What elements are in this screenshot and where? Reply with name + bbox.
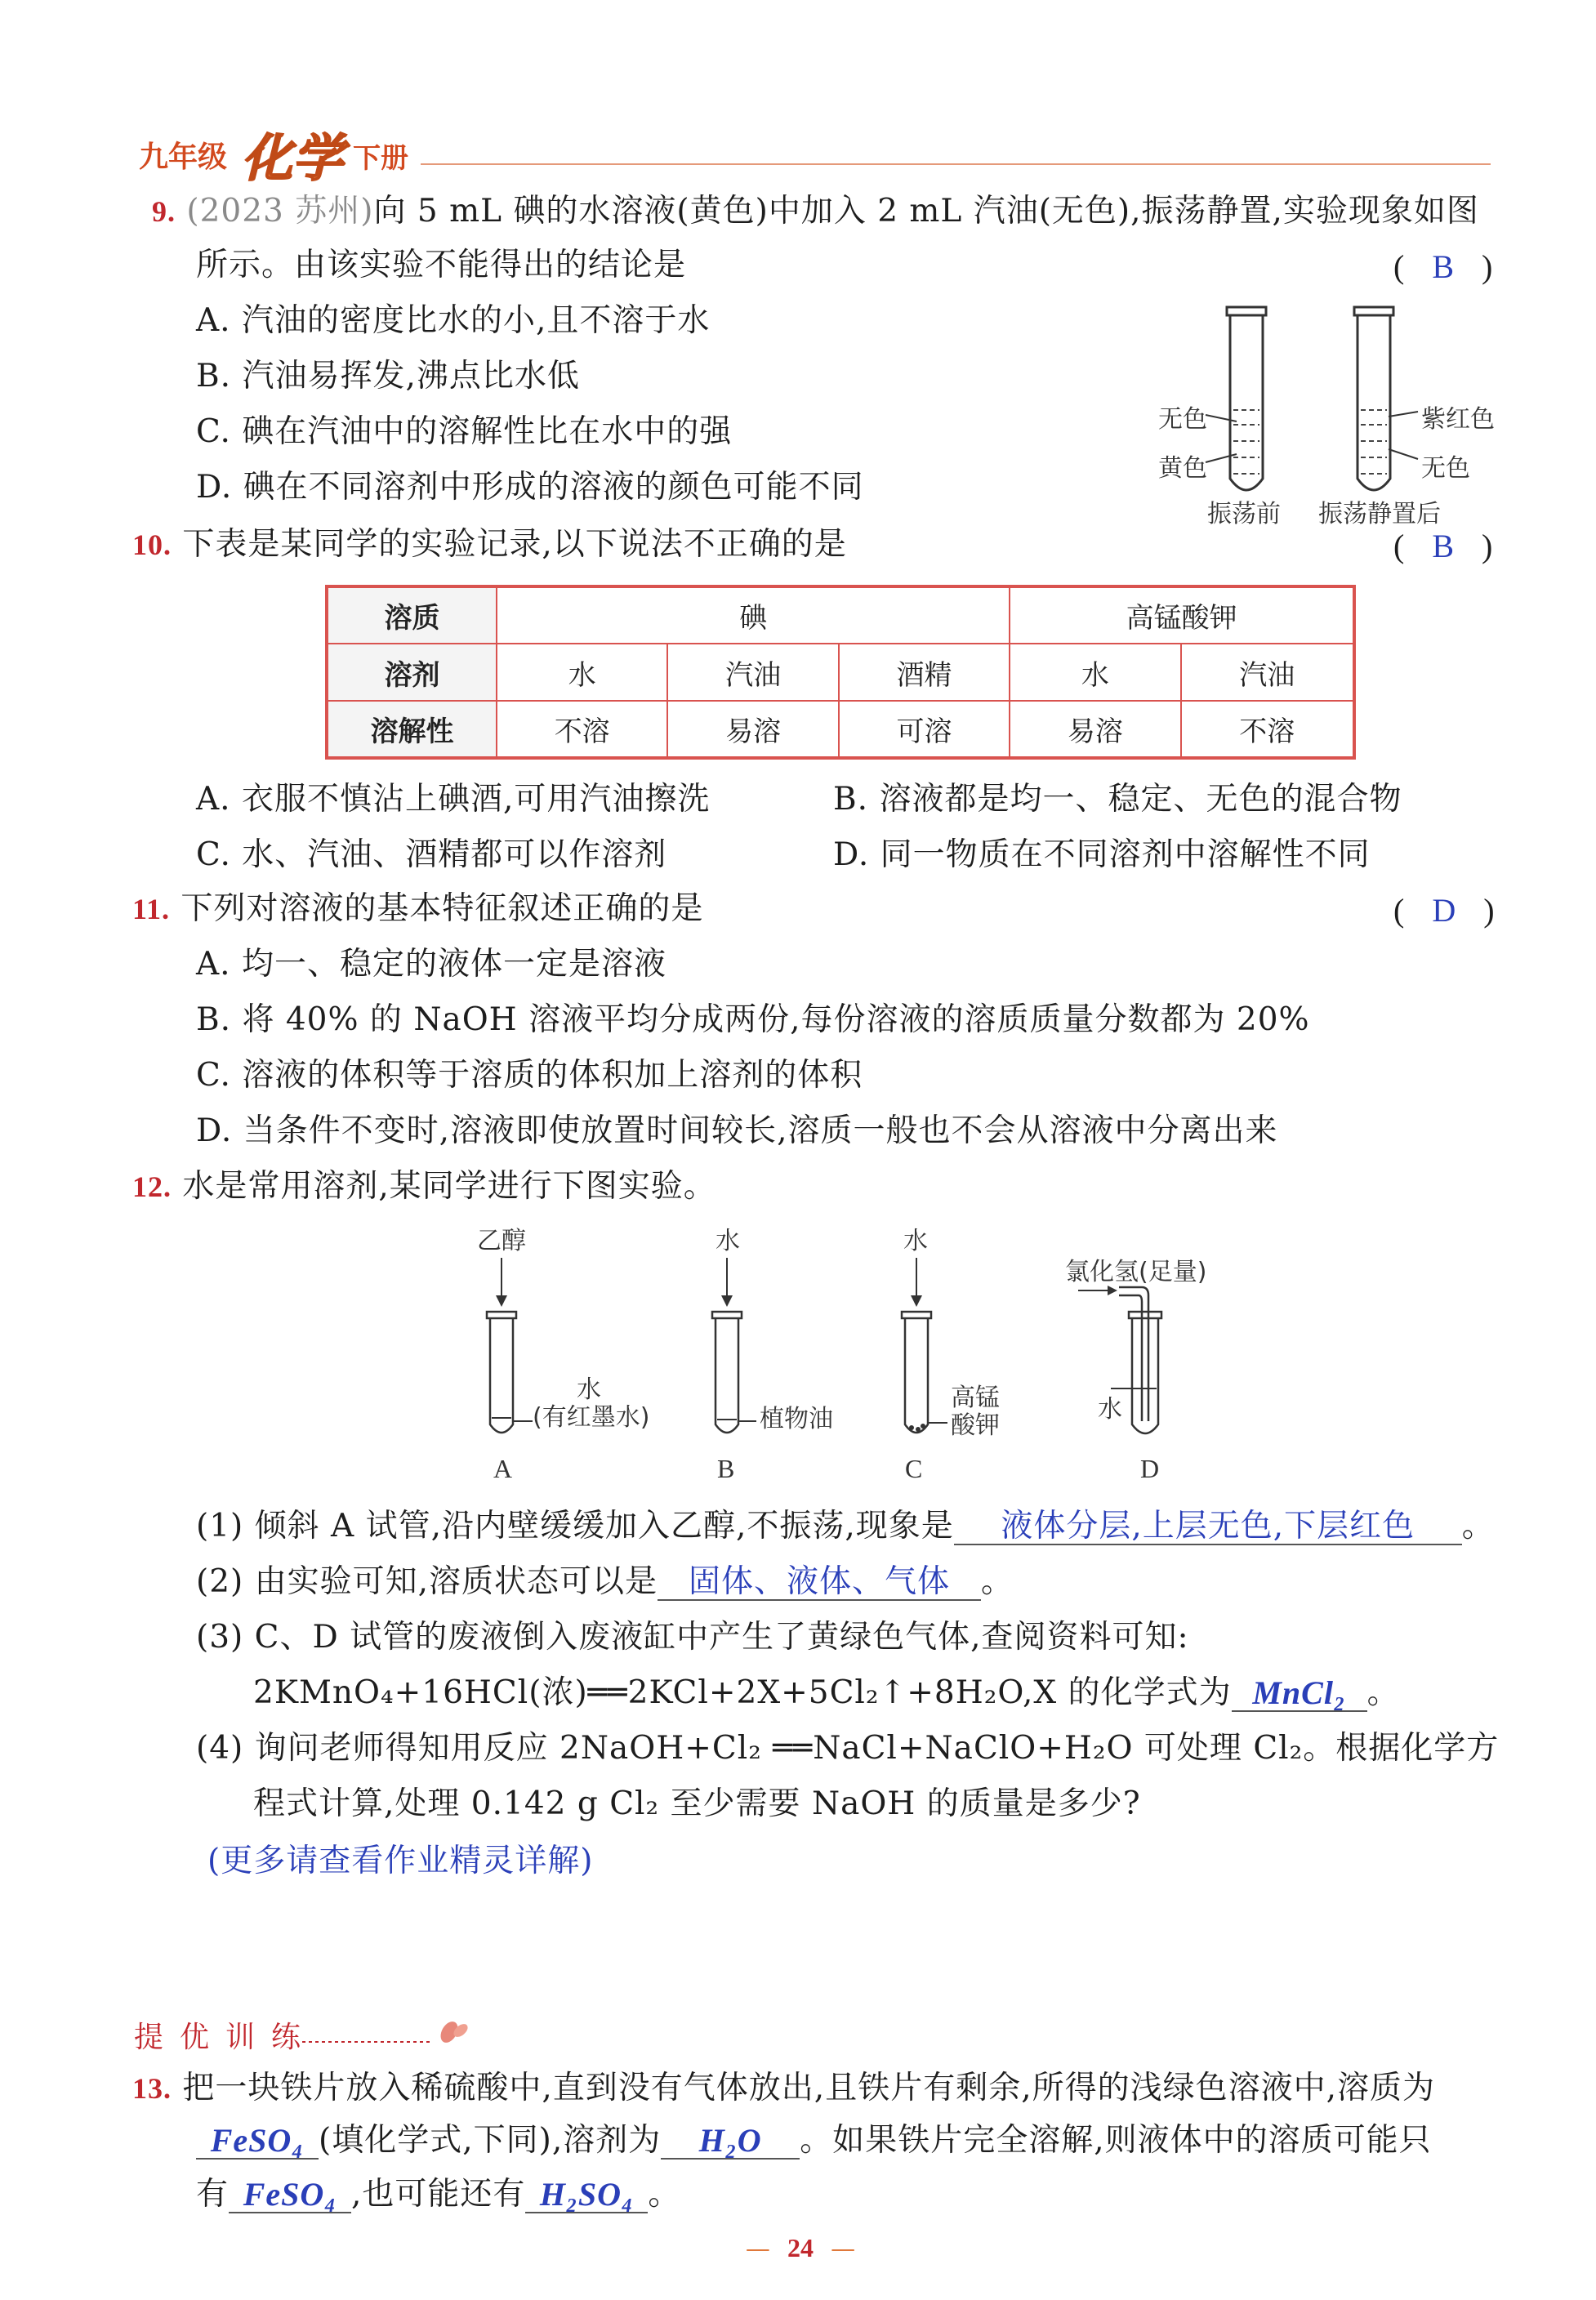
q13-blank3 — [229, 2176, 351, 2213]
page-number: 24 — [787, 2233, 814, 2262]
q12-c-top-label: 水 — [903, 1227, 928, 1255]
q9-source: (2023 苏州) — [186, 193, 374, 230]
q13-mid3: ,也可能还有 — [351, 2176, 526, 2213]
q13-answer3: FeSO₄ — [243, 2176, 337, 2213]
q11-stem — [132, 890, 703, 928]
q11-option-c: C. 溶液的体积等于溶质的体积加上溶剂的体积 — [196, 1057, 863, 1094]
q12-part1-end: 。 — [1461, 1508, 1495, 1544]
page-footer — [735, 2233, 866, 2263]
table-cell: 易溶 — [667, 701, 838, 758]
table-cell: 可溶 — [839, 701, 1010, 758]
q13-answer4: H₂SO₄ — [539, 2176, 634, 2213]
q12-hint: (更多请查看作业精灵详解) — [207, 1843, 594, 1879]
q9-option-a: A. 汽油的密度比水的小,且不溶于水 — [196, 302, 711, 339]
q9-fig-label-colorless: 无色 — [1158, 405, 1207, 434]
q10-option-d: D. 同一物质在不同溶剂中溶解性不同 — [833, 836, 1371, 873]
q12-part3: (3) C、D 试管的废液倒入废液缸中产生了黄绿色气体,查阅资料可知: — [196, 1619, 1189, 1656]
section-header — [131, 2009, 474, 2055]
q12-part2-text: (2) 由实验可知,溶质状态可以是 — [196, 1563, 658, 1600]
q9-answer: B — [1432, 248, 1456, 285]
q12-part3-end: 。 — [1366, 1674, 1400, 1711]
section-title: 提优训练 — [134, 2021, 318, 2054]
q11-stem-text: 下列对溶液的基本特征叙述正确的是 — [181, 890, 704, 927]
q13-line3 — [196, 2176, 680, 2213]
q13-mid1: (填化学式,下同),溶剂为 — [319, 2122, 662, 2159]
q12-a-label: A — [493, 1454, 513, 1483]
table-header-solute: 溶质 — [327, 586, 497, 644]
q13-answer1: FeSO₄ — [210, 2122, 305, 2159]
header-rule — [421, 163, 1491, 165]
q13-blank2 — [661, 2122, 800, 2160]
q12-part3-answer: MnCl₂ — [1252, 1674, 1346, 1711]
q12-part4: (4) 询问老师得知用反应 2NaOH+Cl₂ ══NaCl+NaClO+H₂O 可处理 Cl₂。根据化学方 — [196, 1730, 1500, 1767]
table-cell: 不溶 — [1181, 701, 1354, 758]
q12-a-top-label: 乙醇 — [477, 1227, 526, 1255]
q10-answer-paren: ( B ) — [1393, 528, 1494, 564]
table-cell-kmno4: 高锰酸钾 — [1010, 586, 1354, 644]
q11-option-b: B. 将 40% 的 NaOH 溶液平均分成两份,每份溶液的溶质质量分数都为 20% — [196, 1001, 1310, 1038]
q10-option-b: B. 溶液都是均一、稳定、无色的混合物 — [833, 781, 1402, 818]
q9-option-c: C. 碘在汽油中的溶解性比在水中的强 — [196, 413, 733, 450]
q10-option-c: C. 水、汽油、酒精都可以作溶剂 — [196, 836, 667, 873]
table-row — [327, 644, 1354, 701]
table-cell: 水 — [1010, 644, 1180, 701]
q11-option-d: D. 当条件不变时,溶液即使放置时间较长,溶质一般也不会从溶液中分离出来 — [196, 1112, 1278, 1149]
q13-blank4 — [525, 2176, 648, 2213]
q13-line2 — [196, 2122, 1432, 2160]
q9-fig-label-purple: 紫红色 — [1421, 405, 1495, 434]
q12-tube-b — [712, 1258, 756, 1433]
q12-number: 12. — [132, 1170, 172, 1203]
section-decoration-icon — [294, 2014, 474, 2055]
q9-tube-after — [1354, 307, 1418, 490]
q11-answer: D — [1432, 892, 1457, 929]
table-header-solubility: 溶解性 — [327, 701, 497, 758]
q12-a-side-label2: (有红墨水) — [533, 1403, 650, 1432]
q9-tube-before — [1206, 307, 1266, 490]
table-cell: 酒精 — [839, 644, 1010, 701]
table-cell: 易溶 — [1010, 701, 1180, 758]
footer-dash-right: — — [831, 2235, 856, 2263]
q9-number: 9. — [152, 195, 176, 228]
table-header-solvent: 溶剂 — [327, 644, 497, 701]
q10-table — [325, 585, 1356, 760]
q12-part3-eq — [253, 1674, 1400, 1712]
q12-part1 — [196, 1508, 1495, 1545]
q12-stem — [132, 1168, 716, 1206]
q12-d-side-label: 水 — [1098, 1395, 1122, 1424]
header-volume: 下册 — [353, 142, 408, 175]
q13-answer2: H₂O — [698, 2122, 762, 2159]
q12-c-side-label2: 酸钾 — [951, 1411, 1000, 1440]
q12-b-top-label: 水 — [716, 1227, 740, 1255]
q10-option-a: A. 衣服不慎沾上碘酒,可用汽油擦洗 — [196, 781, 711, 818]
q13-number: 13. — [132, 2072, 172, 2105]
table-cell: 汽油 — [667, 644, 838, 701]
q9-fig-caption-before: 振荡前 — [1207, 500, 1281, 528]
table-cell: 不溶 — [497, 701, 667, 758]
table-row — [327, 586, 1354, 644]
q13-blank1 — [196, 2122, 319, 2160]
q10-stem — [132, 526, 847, 564]
q9-option-b: B. 汽油易挥发,沸点比水低 — [196, 358, 580, 394]
q11-option-a: A. 均一、稳定的液体一定是溶液 — [196, 946, 666, 983]
q12-b-side-label: 植物油 — [760, 1405, 833, 1433]
q12-b-label: B — [717, 1454, 735, 1483]
q12-a-side-label1: 水 — [577, 1375, 601, 1404]
q9-stem-line2: 所示。由该实验不能得出的结论是 — [196, 247, 687, 283]
q9-stem1: 向 5 mL 碘的水溶液(黄色)中加入 2 mL 汽油(无色),振荡静置,实验现象如图 — [373, 193, 1479, 230]
q12-tube-a — [487, 1258, 533, 1433]
q9-fig-label-colorless2: 无色 — [1421, 454, 1470, 483]
q13-line1-text: 把一块铁片放入稀硫酸中,直到没有气体放出,且铁片有剩余,所得的浅绿色溶液中,溶质为 — [182, 2070, 1435, 2106]
q9-answer-paren: ( B ) — [1393, 248, 1494, 285]
q9-fig-caption-after: 振荡静置后 — [1318, 500, 1441, 528]
q12-part3-blank — [1232, 1674, 1367, 1712]
q10-number: 10. — [132, 528, 172, 561]
q12-part2 — [196, 1563, 1014, 1601]
q12-part3-equation: 2KMnO₄+16HCl(浓)══2KCl+2X+5Cl₂↑+8H₂O,X 的化学式为 — [253, 1674, 1232, 1711]
q12-tube-c — [902, 1258, 947, 1433]
q9-fig-label-yellow: 黄色 — [1158, 454, 1207, 483]
q12-part1-answer: 液体分层,上层无色,下层红色 — [1001, 1508, 1415, 1544]
q12-d-label: D — [1140, 1454, 1160, 1483]
q12-part2-answer: 固体、液体、气体 — [689, 1563, 951, 1600]
table-cell-iodine: 碘 — [497, 586, 1010, 644]
q9-option-d: D. 碘在不同溶剂中形成的溶液的颜色可能不同 — [196, 469, 864, 506]
q11-answer-paren: ( D ) — [1393, 892, 1496, 929]
q12-part2-end: 。 — [981, 1563, 1014, 1600]
q13-pre3: 有 — [196, 2176, 230, 2213]
table-cell: 水 — [497, 644, 667, 701]
q12-part1-text: (1) 倾斜 A 试管,沿内壁缓缓加入乙醇,不振荡,现象是 — [196, 1508, 954, 1544]
q11-number: 11. — [132, 893, 171, 925]
q9-stem-line1 — [152, 193, 1479, 230]
header-grade: 九年级 — [139, 140, 228, 174]
q12-c-side-label1: 高锰 — [951, 1384, 1000, 1412]
q10-answer: B — [1432, 528, 1456, 564]
q12-c-label: C — [905, 1454, 923, 1483]
q13-line1 — [132, 2070, 1435, 2107]
q12-stem-text: 水是常用溶剂,某同学进行下图实验。 — [182, 1168, 716, 1205]
table-cell: 汽油 — [1181, 644, 1354, 701]
footer-dash-left: — — [745, 2235, 770, 2263]
header-subject: 化学 — [242, 128, 344, 188]
q12-part2-blank — [658, 1563, 981, 1601]
q12-d-top-label: 氯化氢(足量) — [1065, 1258, 1207, 1286]
q12-part1-blank — [954, 1508, 1462, 1545]
page-header — [139, 123, 433, 188]
table-row — [327, 701, 1354, 758]
q12-part4-line2: 程式计算,处理 0.142 g Cl₂ 至少需要 NaOH 的质量是多少? — [253, 1785, 1141, 1822]
q13-end3: 。 — [648, 2176, 681, 2213]
q10-stem-text: 下表是某同学的实验记录,以下说法不正确的是 — [182, 526, 847, 563]
q13-mid2: 。如果铁片完全溶解,则液体中的溶质可能只 — [800, 2122, 1432, 2159]
